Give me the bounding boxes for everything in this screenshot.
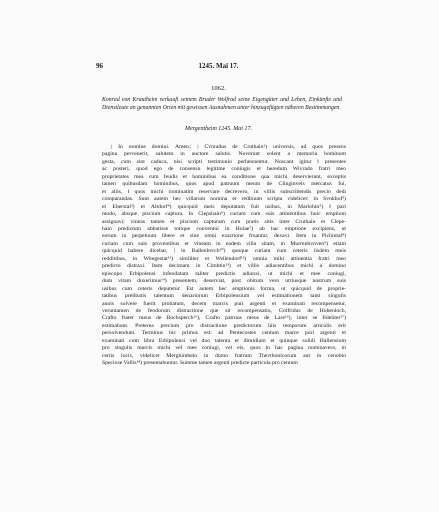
body-line: Crafto frater meus de Bochsperch¹⁵), Crafto patruus meus de Lare¹⁶), inter se fideliter¹⁷) — [102, 315, 346, 322]
body-line: persolvendum. Terminus hic primus est: ad Pentecostes centum marce puri argenti et — [102, 330, 346, 337]
body-line: redditibus, in Witegestat¹¹) similiter et Wellendorf¹²) omnia mihi attinentia fratri meo — [102, 255, 346, 262]
body-line: annis solvere fuerit probatum, decem marcis puri argenti et examinati recompensetur, — [102, 300, 346, 307]
body-line: assignavi; vineas tamen et piscium capturam cum pratis sitis inter Cruthain et Clepe- — [102, 218, 346, 225]
body-line: examinati cum libra Erbipolensi vel duo talenta et dimidium et quinque solidi Hallensium — [102, 337, 346, 344]
page-number: 96 — [96, 62, 103, 70]
body-line: pro singulis marcis michi vel mee coniugi, vel eis, quos in hac pagina nominavero, in — [102, 345, 346, 352]
body-line: pagina pervenerit, salutem in auctore salutis. Noverunt solent a memoria hominum — [102, 151, 346, 158]
body-line: estimabunt. Preterea precium pro distractione predictorum hiis temporum articulis erit — [102, 322, 346, 329]
body-line: veruntamen de feodorum distractione que sit recompensatio, Gotfridus de Hohenloch, — [102, 307, 346, 314]
document-body — [102, 144, 346, 368]
document-number: 1062. — [211, 85, 226, 92]
body-line: modo, absque piscium captura. In Clepshain⁶) curiam cum suis attinentibus huic emptioni — [102, 211, 346, 218]
document-dateline: Mergentheim 1245. Mai 17. — [185, 126, 252, 132]
page-header — [96, 62, 341, 72]
body-line: tatibus prelibatis talentum denariorum Erbipolensium vel estimationem tanti singulis — [102, 293, 346, 300]
body-line: predicto distraxi. Item decimam in Cimbtin¹³) et villis adiacentibus michi a domino — [102, 263, 346, 270]
body-line: tamen quibusdam hominibus, quos apud patruum meum de Clinginvels mercatus fui, — [102, 181, 346, 188]
body-line: hain predictum abbatisse totique conventui in Holae⁷) ab hac emptione excipiens, ut — [102, 225, 346, 232]
body-line: usibus cum ceteris deputetur. Est autem hec emptionis forma, ut quicquid de proprie- — [102, 285, 346, 292]
body-line: et aliis, ‖ quos michi nominatim reservare decrevero, in villis subscribendis precio dedi — [102, 188, 346, 195]
body-line: episcopo Erbipolensi infeodatam taliter predictis adiunxi, ut michi et mee coniugi, — [102, 270, 346, 277]
document-summary: Konrad von Krautheim verkauft seinem Bruder Wolfrad seine Eigengüter und Lehen, Einkünfte und Dienstleute an genannten Orten mit gewissen Ausnahmen unter hinzugefügten näheren Bestimmungen. — [102, 97, 342, 111]
body-line: comparandas. Sunt autem hec villarum nomina et redituum scripta videlicet: in Svnkhof²) — [102, 196, 346, 203]
body-line: eorum in perpetuum libere et sine omni exactione fruantur, dexavi. Item in Pichintal⁸) — [102, 233, 346, 240]
body-line: et Eberstal³) et Altdorf⁴) quicquid meis deputatum fuit usibus, in Marlohin⁵) ‖ pari — [102, 203, 346, 210]
body-line: certis locis, videlicet Merghinthein in domo fratrum Thevthonicorum aut in cenobio — [102, 352, 346, 359]
body-line: proprietates mea cum feudis et hominibus ea conditione qua michi deservierunt, exceptis — [102, 173, 346, 180]
body-line: curiam cum suis proventibus et vineam in eadem villa sitam, in Murrenbvnven⁹) etiam — [102, 240, 346, 247]
body-line: | In nomine domini. Amen.¦ | Cvnradus de Cruthain¹) universis, ad quos presens — [111, 144, 346, 150]
body-line: ac posteri, quod ego de consensu legitime coniugis et heredum Wivrado fratri meo — [102, 166, 346, 173]
body-line: Speciose Vallis¹⁸) presentabuntur. Summe tamen argenti predicte particula pro centum — [102, 360, 298, 367]
running-title: 1245. Mai 17. — [198, 62, 239, 70]
body-line: quicquid habere dicebar, | in Ballenbvrch¹⁰) quoque curiam cum ceteris iisdem meis — [102, 248, 346, 255]
body-line: dum vitam duxerimus¹⁴) presentem, deserviat, post obitum vero utriusque nostrum suis — [102, 278, 346, 285]
body-line: gesta, cum sint caduca, nisi scripti testimonio perhennentur. Noscant igitur ‖ presentes — [102, 158, 346, 165]
